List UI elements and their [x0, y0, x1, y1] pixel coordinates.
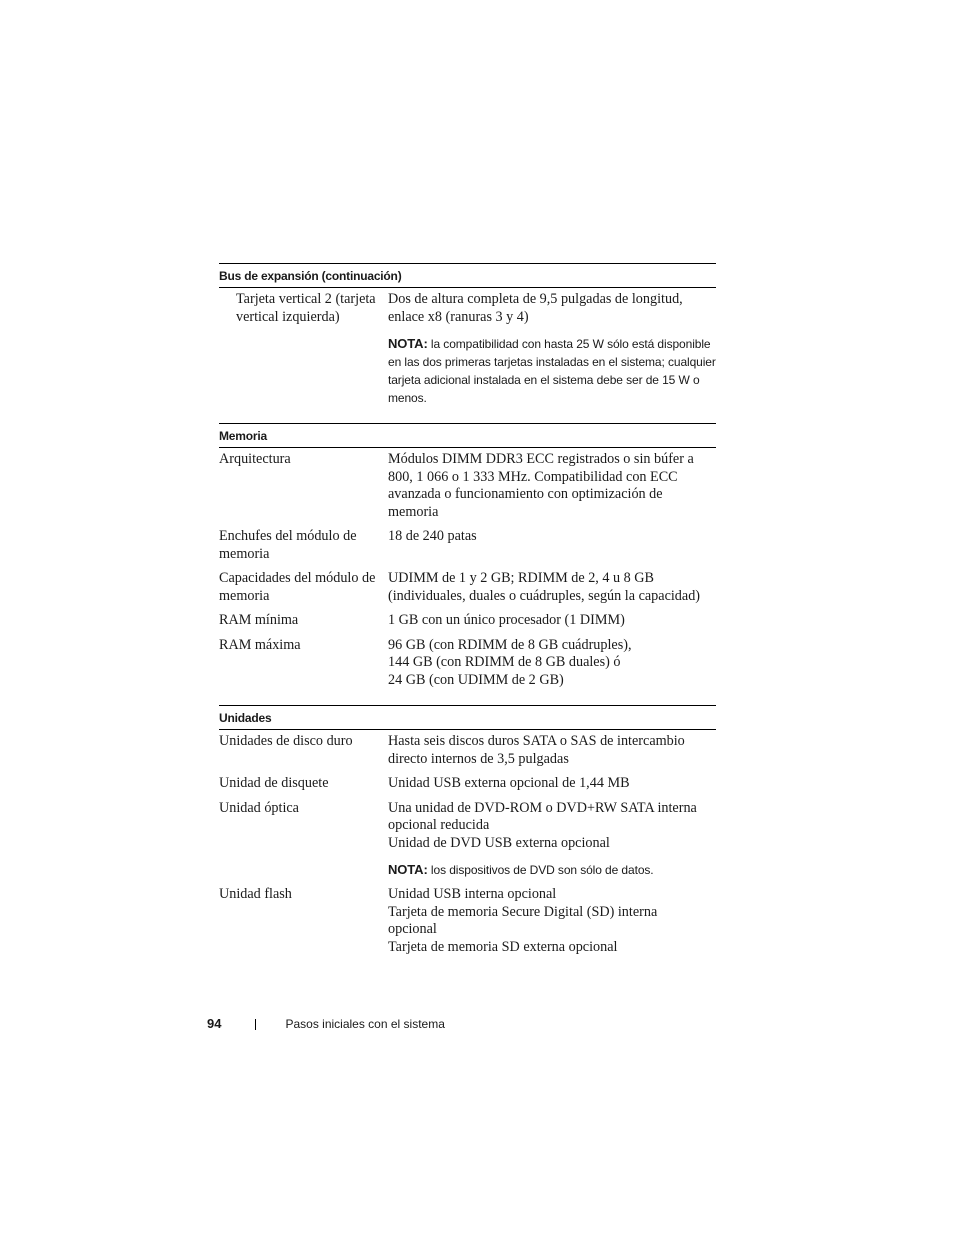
spec-label: Tarjeta vertical 2 (tarjeta vertical izquierda): [236, 291, 376, 325]
value-line: Tarjeta de memoria SD externa opcional: [388, 938, 618, 955]
note: [388, 861, 716, 879]
spec-value: [388, 528, 716, 563]
spec-row: [219, 451, 716, 521]
value-line: 24 GB (con UDIMM de 2 GB): [388, 671, 564, 688]
footer-title: Pasos iniciales con el sistema: [285, 1017, 445, 1031]
section-memory: [219, 423, 716, 705]
spec-value: [388, 733, 716, 768]
spec-row: [219, 612, 716, 630]
value-line: 144 GB (con RDIMM de 8 GB duales) ó: [388, 654, 621, 670]
spec-value: [388, 886, 716, 956]
spec-value: [388, 637, 716, 690]
section-heading: Memoria: [219, 423, 716, 448]
section-expansion-bus: [219, 263, 716, 423]
value-line: opcional: [388, 921, 437, 937]
value-line: (individuales, duales o cuádruples, según la capacidad): [388, 587, 701, 604]
spec-label: Unidad de disquete: [219, 775, 329, 791]
spec-row: [219, 733, 716, 768]
value-line: directo internos de 3,5 pulgadas: [388, 750, 569, 767]
note: [388, 335, 716, 407]
value-line: Hasta seis discos duros SATA o SAS de intercambio: [388, 733, 685, 749]
spec-label: RAM mínima: [219, 612, 299, 628]
spec-value: [388, 775, 716, 793]
value-line: Módulos DIMM DDR3 ECC registrados o sin búfer a: [388, 451, 694, 467]
note-text: la compatibilidad con hasta 25 W sólo está disponible en las dos primeras tarjetas instaladas en el sistema; cualquier tarjeta adicional instalada en el sistema debe ser de 15 W o menos.: [388, 337, 716, 405]
spec-row: [219, 800, 716, 880]
spec-label: Arquitectura: [219, 451, 291, 467]
value-line: 800, 1 066 o 1 333 MHz. Compatibilidad con ECC: [388, 468, 678, 485]
spec-value: [388, 800, 716, 880]
spec-label: Enchufes del módulo de memoria: [219, 528, 357, 562]
section-heading: Bus de expansión (continuación): [219, 263, 716, 288]
spec-row: [219, 528, 716, 563]
value-line: Unidad USB externa opcional de 1,44 MB: [388, 775, 630, 791]
value-line: 1 GB con un único procesador (1 DIMM): [388, 612, 625, 628]
value-line: 96 GB (con RDIMM de 8 GB cuádruples),: [388, 636, 632, 653]
spec-label: RAM máxima: [219, 636, 301, 653]
note-tag: NOTA:: [388, 862, 428, 877]
page-number: 94: [207, 1016, 222, 1031]
spec-row: [219, 291, 716, 407]
value-line: memoria: [388, 503, 439, 520]
spec-value: [388, 291, 716, 407]
value-line: Una unidad de DVD-ROM o DVD+RW SATA interna: [388, 799, 697, 816]
spec-row: [219, 886, 716, 956]
spec-value: [388, 570, 716, 605]
spec-value: [388, 451, 716, 521]
value-line: enlace x8 (ranuras 3 y 4): [388, 308, 529, 325]
note-tag: NOTA:: [388, 336, 428, 351]
spec-table: [219, 263, 716, 972]
spec-row: [219, 570, 716, 605]
footer-separator: [255, 1019, 256, 1030]
value-line: avanzada o funcionamiento con optimización de: [388, 486, 663, 502]
spec-row: [219, 637, 716, 690]
value-line: Unidad de DVD USB externa opcional: [388, 834, 610, 851]
spec-label: Unidad flash: [219, 886, 292, 902]
spec-row: [219, 775, 716, 793]
spec-value: [388, 612, 716, 630]
page-footer: [207, 1015, 445, 1033]
value-line: Tarjeta de memoria Secure Digital (SD) interna: [388, 903, 658, 920]
value-line: UDIMM de 1 y 2 GB; RDIMM de 2, 4 u 8 GB: [388, 570, 655, 586]
value-line: Unidad USB interna opcional: [388, 886, 557, 902]
section-heading: Unidades: [219, 705, 716, 730]
value-line: opcional reducida: [388, 817, 490, 833]
value-line: Dos de altura completa de 9,5 pulgadas de longitud,: [388, 291, 683, 307]
spec-label: Capacidades del módulo de memoria: [219, 570, 376, 604]
section-drives: [219, 705, 716, 972]
note-text: los dispositivos de DVD son sólo de datos.: [427, 863, 654, 877]
value-line: 18 de 240 patas: [388, 528, 477, 544]
spec-label: Unidad óptica: [219, 799, 299, 816]
spec-label: Unidades de disco duro: [219, 733, 353, 749]
